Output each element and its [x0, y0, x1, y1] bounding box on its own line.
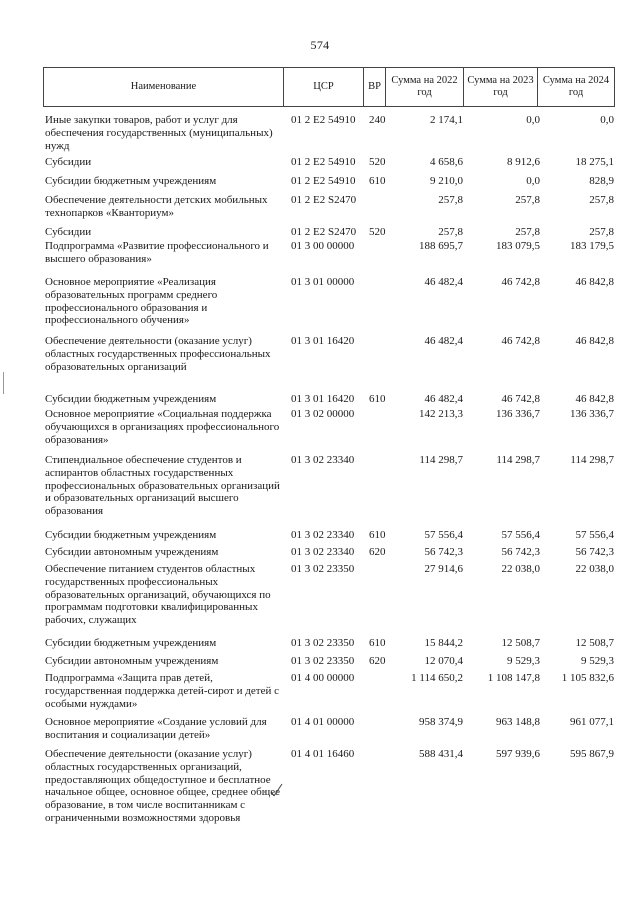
row-csr: 01 4 01 16460 — [291, 748, 355, 760]
row-csr: 01 2 Е2 54910 — [291, 114, 356, 126]
row-sum-2022: 57 556,4 — [424, 529, 463, 541]
row-sum-2022: 27 914,6 — [424, 563, 463, 575]
row-csr: 01 2 Е2 S2470 — [291, 194, 357, 206]
row-sum-2023: 8 912,6 — [507, 156, 540, 168]
row-sum-2024: 22 038,0 — [575, 563, 614, 575]
row-sum-2022: 46 482,4 — [424, 335, 463, 347]
row-name: Стипендиальное обеспечение студентов и аспирантов областных государственных профессиональных образовательных организаций и образовательных организаций высшего образования — [45, 454, 280, 518]
row-csr: 01 3 01 00000 — [291, 276, 355, 288]
row-name: Субсидии бюджетным учреждениям — [45, 393, 217, 405]
row-csr: 01 3 02 23340 — [291, 454, 355, 466]
row-csr: 01 3 02 23350 — [291, 637, 355, 649]
row-sum-2023: 46 742,8 — [501, 335, 540, 347]
row-sum-2022: 257,8 — [438, 194, 463, 206]
row-sum-2024: 595 867,9 — [570, 748, 614, 760]
row-sum-2023: 9 529,3 — [507, 655, 540, 667]
row-name: Субсидии автономным учреждениям — [45, 546, 219, 558]
row-sum-2023: 183 079,5 — [496, 240, 540, 252]
row-sum-2022: 46 482,4 — [424, 393, 463, 405]
row-name: Подпрограмма «Развитие профессионального и высшего образования» — [45, 240, 269, 265]
row-sum-2022: 142 213,3 — [419, 408, 463, 420]
row-csr: 01 3 02 23350 — [291, 563, 355, 575]
header-name: Наименование — [44, 68, 284, 107]
row-csr: 01 3 02 23350 — [291, 655, 355, 667]
row-name: Основное мероприятие «Реализация образовательных программ среднего профессионального образования и профессионального обучения» — [45, 276, 218, 327]
row-sum-2024: 46 842,8 — [575, 393, 614, 405]
row-name: Субсидии — [45, 156, 92, 168]
row-name: Субсидии — [45, 226, 92, 238]
row-sum-2024: 961 077,1 — [570, 716, 614, 728]
page-number: 574 — [310, 38, 330, 52]
row-name: Обеспечение деятельности (оказание услуг) областных государственных организаций, предоставляющих общедоступное и бесплатное начальное общее, основное общее, среднее общее образование, в том числе воспитанникам с ограниченными возможностями здоровья — [45, 748, 281, 824]
row-sum-2024: 18 275,1 — [575, 156, 614, 168]
row-name: Субсидии бюджетным учреждениям — [45, 175, 217, 187]
row-sum-2023: 0,0 — [526, 175, 540, 187]
row-csr: 01 4 01 00000 — [291, 716, 355, 728]
row-sum-2023: 46 742,8 — [501, 276, 540, 288]
row-sum-2024: 136 336,7 — [570, 408, 614, 420]
row-sum-2024: 257,8 — [589, 194, 614, 206]
row-name: Субсидии автономным учреждениям — [45, 655, 219, 667]
row-sum-2023: 257,8 — [515, 194, 540, 206]
row-sum-2022: 114 298,7 — [419, 454, 463, 466]
row-sum-2023: 963 148,8 — [496, 716, 540, 728]
row-vr: 520 — [369, 156, 386, 168]
row-vr: 610 — [369, 175, 386, 187]
row-sum-2023: 597 939,6 — [496, 748, 540, 760]
row-csr: 01 3 02 23340 — [291, 529, 355, 541]
row-name: Субсидии бюджетным учреждениям — [45, 637, 217, 649]
row-csr: 01 3 01 16420 — [291, 393, 355, 405]
row-sum-2024: 57 556,4 — [575, 529, 614, 541]
row-sum-2024: 46 842,8 — [575, 335, 614, 347]
row-sum-2022: 588 431,4 — [419, 748, 463, 760]
header-sum-2024: Сумма на 2024 год — [538, 68, 615, 107]
row-name: Обеспечение питанием студентов областных государственных профессиональных образовательных организаций, обучающихся по программам подготовки квалифицированных рабочих, служащих — [45, 563, 271, 627]
row-sum-2024: 828,9 — [589, 175, 614, 187]
row-sum-2022: 9 210,0 — [430, 175, 463, 187]
row-vr: 610 — [369, 637, 386, 649]
row-sum-2024: 0,0 — [600, 114, 614, 126]
row-sum-2022: 2 174,1 — [430, 114, 463, 126]
row-csr: 01 2 Е2 S2470 — [291, 226, 357, 238]
row-sum-2023: 12 508,7 — [501, 637, 540, 649]
header-sum-2023: Сумма на 2023 год — [464, 68, 538, 107]
row-sum-2024: 1 105 832,6 — [561, 672, 614, 684]
row-sum-2022: 257,8 — [438, 226, 463, 238]
header-sum-2022: Сумма на 2022 год — [386, 68, 464, 107]
row-sum-2023: 114 298,7 — [496, 454, 540, 466]
row-csr: 01 3 02 00000 — [291, 408, 355, 420]
row-sum-2024: 12 508,7 — [575, 637, 614, 649]
row-csr: 01 4 00 00000 — [291, 672, 355, 684]
header-csr: ЦСР — [284, 68, 364, 107]
row-name: Подпрограмма «Защита прав детей, государственная поддержка детей-сирот и детей с особыми нуждами» — [45, 672, 279, 710]
scan-margin-mark — [3, 372, 4, 394]
row-sum-2024: 114 298,7 — [570, 454, 614, 466]
row-sum-2024: 183 179,5 — [570, 240, 614, 252]
row-vr: 520 — [369, 226, 386, 238]
pen-mark-icon — [262, 782, 288, 800]
row-name: Обеспечение деятельности детских мобильных технопарков «Кванториум» — [45, 194, 268, 219]
row-sum-2023: 1 108 147,8 — [487, 672, 540, 684]
row-name: Обеспечение деятельности (оказание услуг) областных государственных профессиональных образовательных организаций — [45, 335, 271, 373]
row-sum-2022: 12 070,4 — [424, 655, 463, 667]
row-vr: 240 — [369, 114, 386, 126]
row-sum-2023: 46 742,8 — [501, 393, 540, 405]
row-sum-2022: 4 658,6 — [430, 156, 463, 168]
header-vr: ВР — [364, 68, 386, 107]
row-name: Основное мероприятие «Создание условий для воспитания и социализации детей» — [45, 716, 267, 741]
row-name: Иные закупки товаров, работ и услуг для обеспечения государственных (муниципальных) нужд — [45, 114, 273, 152]
row-vr: 620 — [369, 546, 386, 558]
row-name: Основное мероприятие «Социальная поддержка обучающихся в организациях профессионального образования» — [45, 408, 280, 446]
row-vr: 620 — [369, 655, 386, 667]
row-sum-2022: 188 695,7 — [419, 240, 463, 252]
row-sum-2022: 46 482,4 — [424, 276, 463, 288]
row-sum-2022: 958 374,9 — [419, 716, 463, 728]
row-sum-2024: 9 529,3 — [581, 655, 614, 667]
row-sum-2023: 22 038,0 — [501, 563, 540, 575]
row-sum-2022: 15 844,2 — [424, 637, 463, 649]
row-sum-2023: 0,0 — [526, 114, 540, 126]
row-csr: 01 3 01 16420 — [291, 335, 355, 347]
table-header — [43, 67, 615, 107]
row-sum-2023: 56 742,3 — [501, 546, 540, 558]
row-name: Субсидии бюджетным учреждениям — [45, 529, 217, 541]
row-csr: 01 3 00 00000 — [291, 240, 355, 252]
row-sum-2022: 1 114 650,2 — [411, 672, 463, 684]
row-sum-2024: 56 742,3 — [575, 546, 614, 558]
row-vr: 610 — [369, 529, 386, 541]
row-vr: 610 — [369, 393, 386, 405]
row-csr: 01 3 02 23340 — [291, 546, 355, 558]
row-sum-2023: 136 336,7 — [496, 408, 540, 420]
row-sum-2022: 56 742,3 — [424, 546, 463, 558]
row-sum-2024: 46 842,8 — [575, 276, 614, 288]
row-csr: 01 2 Е2 54910 — [291, 156, 356, 168]
row-sum-2023: 257,8 — [515, 226, 540, 238]
row-sum-2023: 57 556,4 — [501, 529, 540, 541]
row-sum-2024: 257,8 — [589, 226, 614, 238]
row-csr: 01 2 Е2 54910 — [291, 175, 356, 187]
